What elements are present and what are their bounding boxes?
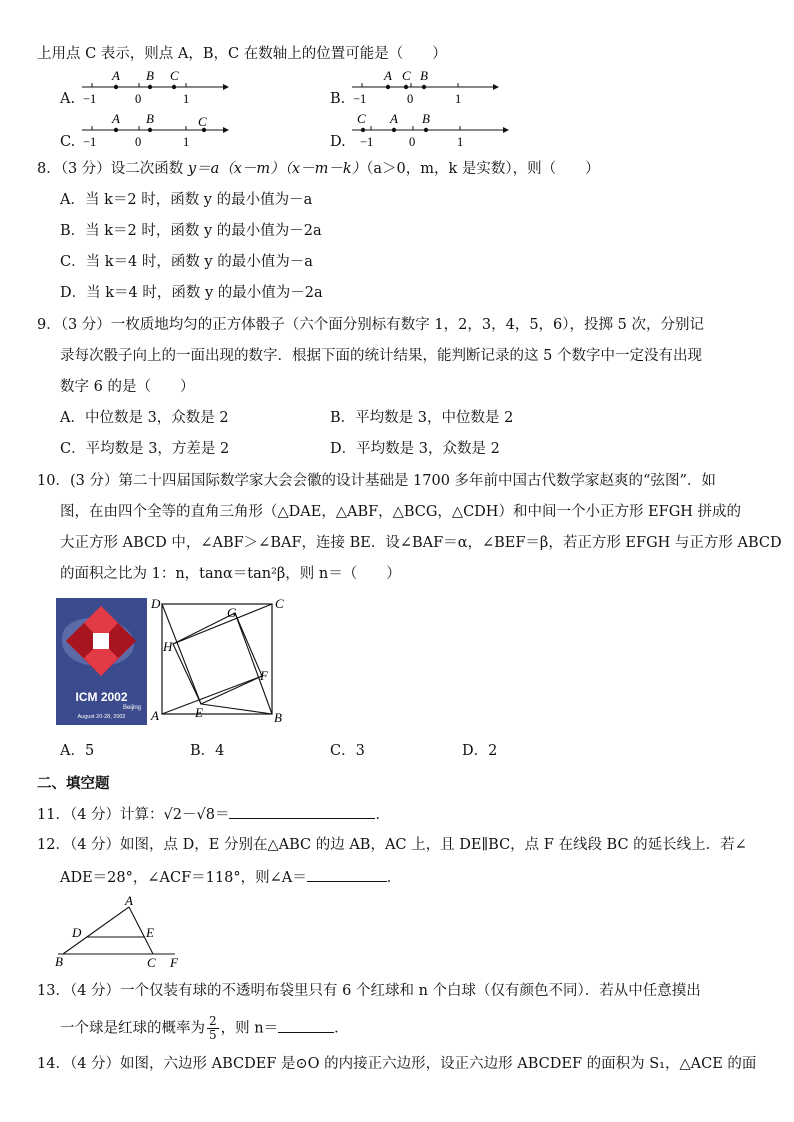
- q8-stem: [37, 160, 600, 178]
- logo-city: Beijing: [122, 705, 141, 711]
- q11-answer-blank[interactable]: [229, 804, 375, 819]
- q13-probability-fraction: [207, 1015, 219, 1042]
- q8-option-c: C．当 k＝4 时，函数 y 的最小值为－a: [60, 254, 313, 270]
- q12-triangle-diagram: [55, 894, 190, 972]
- figure-label-e: E: [195, 705, 203, 720]
- q7-option-b-letter: B.: [330, 91, 346, 107]
- q9-option-c: C．平均数是 3，方差是 2: [60, 441, 230, 457]
- q8-stem-expr: y＝a（x－m）（x－m－k）: [187, 161, 367, 177]
- icm-2002-logo: [56, 598, 147, 725]
- point-a-label: A: [112, 68, 120, 83]
- q12-line-2: [60, 867, 401, 887]
- q7-option-a-letter: A.: [60, 91, 76, 107]
- q7-option-d-letter: D.: [330, 134, 346, 150]
- tick-one: 1: [183, 92, 190, 106]
- q10-option-d: D．2: [462, 743, 498, 759]
- q10-line-4: 的面积之比为 1：n，tanα＝tan²β，则 n＝（ ）: [60, 566, 401, 582]
- q11-expr: √2－√8＝: [163, 807, 230, 823]
- q9-option-b: B．平均数是 3，中位数是 2: [330, 410, 514, 426]
- q7-option-c-number-line: [80, 111, 230, 151]
- q7-option-b-number-line: [350, 68, 500, 108]
- fraction-numerator: 2: [209, 1014, 217, 1028]
- tick-zero: 0: [135, 135, 142, 149]
- q7-option-d-number-line: [350, 111, 510, 151]
- section-heading-fill-in: 二、填空题: [37, 776, 110, 792]
- point-c-label: C: [170, 68, 179, 83]
- tick-one: 1: [457, 135, 464, 149]
- tick-one: 1: [455, 92, 462, 106]
- point-a-label: A: [390, 111, 398, 126]
- q7-option-c-letter: C.: [60, 134, 76, 150]
- point-c-label: C: [198, 114, 207, 129]
- q7-intro: 上用点 C 表示，则点 A，B，C 在数轴上的位置可能是（ ）: [37, 46, 447, 62]
- q10-line-1: 10．(3 分）第二十四届国际数学家大会会徽的设计基础是 1700 多年前中国古代数学家赵爽的“弦图”．如: [37, 473, 716, 489]
- figure-label-c: C: [147, 955, 156, 970]
- q14-line-1: 14．（4 分）如图，六边形 ABCDEF 是⊙O 的内接正六边形，设正六边形 ABCDEF 的面积为 S₁，△ACE 的面: [37, 1056, 757, 1072]
- q12-line-2-pre: ADE＝28°，∠ACF＝118°，则∠A＝: [60, 870, 307, 886]
- figure-label-d: D: [72, 925, 82, 940]
- tick-minus-one: −1: [83, 135, 97, 149]
- point-c-label: C: [357, 111, 366, 126]
- point-b-label: B: [420, 68, 428, 83]
- tick-zero: 0: [135, 92, 142, 106]
- point-c-label: C: [402, 68, 411, 83]
- logo-dates: August 20-28, 2002: [77, 714, 126, 720]
- tick-minus-one: −1: [360, 135, 374, 149]
- figure-label-f: F: [170, 955, 178, 970]
- q9-line-2: 录每次骰子向上的一面出现的数字．根据下面的统计结果，能判断记录的这 5 个数字中一定没有出现: [60, 348, 702, 364]
- q13-line-2-pre: 一个球是红球的概率为: [60, 1020, 205, 1037]
- logo-title: ICM 2002: [75, 690, 128, 704]
- figure-label-c: C: [275, 596, 284, 611]
- point-a-label: A: [112, 111, 120, 126]
- q11-pre: 11．（4 分）计算：: [37, 807, 164, 823]
- q12-line-1: 12．（4 分）如图，点 D，E 分别在△ABC 的边 AB，AC 上，且 DE∥BC，点 F 在线段 BC 的延长线上．若∠: [37, 837, 747, 853]
- figure-label-b: B: [55, 954, 63, 969]
- q10-line-2: 图，在由四个全等的直角三角形（△DAE，△ABF，△BCG，△CDH）和中间一个小正方形 EFGH 拼成的: [60, 504, 742, 520]
- tick-minus-one: −1: [83, 92, 97, 106]
- tick-zero: 0: [409, 135, 416, 149]
- figure-label-b: B: [274, 710, 282, 725]
- figure-label-a: A: [125, 893, 133, 908]
- figure-label-a: A: [151, 708, 159, 723]
- q9-line-1: 9．（3 分）一枚质地均匀的正方体骰子（六个面分别标有数字 1，2，3，4，5，6），投掷 5 次，分别记: [37, 317, 704, 333]
- q8-option-a: A．当 k＝2 时，函数 y 的最小值为－a: [60, 192, 313, 208]
- q9-line-3: 数字 6 的是（ ）: [60, 379, 195, 395]
- tick-one: 1: [183, 135, 190, 149]
- point-a-label: A: [384, 68, 392, 83]
- figure-label-h: H: [163, 639, 173, 654]
- q13-answer-blank[interactable]: [278, 1018, 334, 1033]
- q10-option-b: B．4: [190, 743, 225, 759]
- q13-line-1: 13．（4 分）一个仅装有球的不透明布袋里只有 6 个红球和 n 个白球（仅有颜色不同）．若从中任意摸出: [37, 983, 701, 999]
- q7-option-a-number-line: [80, 68, 230, 108]
- q13-line-2-post: ．: [334, 1020, 349, 1037]
- tick-minus-one: −1: [353, 92, 367, 106]
- q8-option-b: B．当 k＝2 时，函数 y 的最小值为－2a: [60, 223, 322, 239]
- point-b-label: B: [146, 111, 154, 126]
- q10-line-3: 大正方形 ABCD 中，∠ABF＞∠BAF，连接 BE．设∠BAF＝α，∠BEF＝β，若正方形 EFGH 与正方形 ABCD: [60, 535, 782, 551]
- tick-zero: 0: [407, 92, 414, 106]
- figure-label-f: F: [260, 668, 268, 683]
- q10-option-c: C．3: [330, 743, 365, 759]
- q8-stem-post: （a＞0，m，k 是实数），则（ ）: [366, 161, 600, 177]
- q12-line-2-post: ．: [386, 870, 402, 886]
- fraction-denominator: 5: [209, 1028, 217, 1042]
- q10-string-figure-diagram: [150, 594, 290, 726]
- q11-line: [37, 804, 390, 824]
- point-b-label: B: [422, 111, 430, 126]
- q8-option-d: D．当 k＝4 时，函数 y 的最小值为－2a: [60, 285, 323, 301]
- q9-option-a: A．中位数是 3，众数是 2: [60, 410, 229, 426]
- figure-label-g: G: [227, 605, 237, 620]
- figure-label-e: E: [146, 925, 154, 940]
- q12-answer-blank[interactable]: [307, 867, 387, 882]
- point-b-label: B: [146, 68, 154, 83]
- q11-post: ．: [375, 807, 390, 823]
- q8-stem-pre: 8．（3 分）设二次函数: [37, 161, 188, 177]
- q10-option-a: A．5: [60, 743, 95, 759]
- q9-option-d: D．平均数是 3，众数是 2: [330, 441, 500, 457]
- q13-line-2: [60, 1015, 349, 1042]
- q13-line-2-mid: ，则 n＝: [220, 1020, 279, 1037]
- figure-label-d: D: [151, 596, 161, 611]
